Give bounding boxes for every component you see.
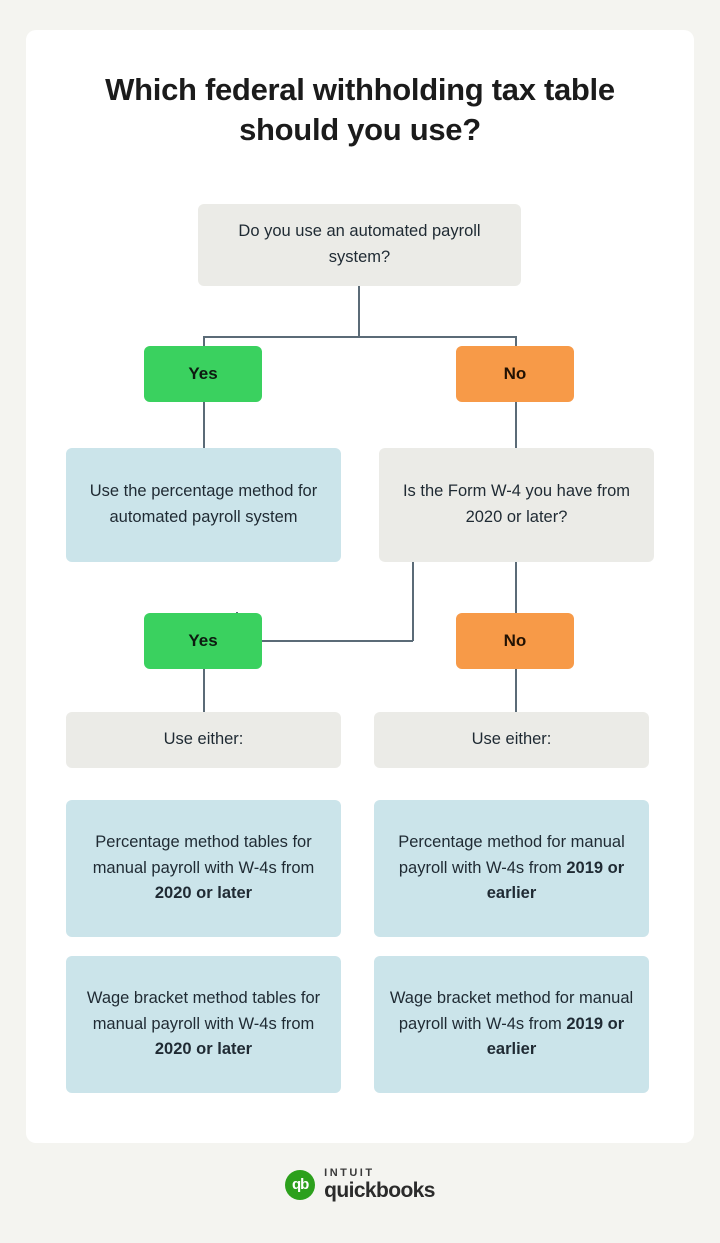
connector-w4-left-down [412, 562, 414, 641]
node-yes-result-label: Use the percentage method for automated payroll system [89, 482, 318, 526]
connector-yes2-down [203, 669, 205, 714]
node-left-option-2-text: Wage bracket method tables for manual payroll with W-4s from [86, 989, 321, 1033]
intuit-wordmark: INTUIT [324, 1167, 375, 1179]
node-right-option-1-emphasis: 2019 or earlier [486, 858, 625, 903]
node-left-use-either-label: Use either: [163, 730, 244, 749]
node-right-option-1-text: Percentage method for manual payroll with W-4s from [398, 833, 625, 877]
branch-no-2-label: No [503, 630, 527, 650]
node-left-option-1-text: Percentage method tables for manual payroll with W-4s from [92, 833, 315, 877]
branch-yes-1-label: Yes [188, 363, 218, 383]
branch-no-1-label: No [503, 363, 527, 383]
infographic-card [26, 30, 694, 1143]
branch-yes-1 [144, 346, 262, 402]
quickbooks-wordmark: quickbooks [324, 1178, 435, 1202]
connector-no1-down [515, 402, 517, 450]
node-left-option-2-emphasis: 2020 or later [154, 1040, 253, 1059]
quickbooks-logo-icon: qb [285, 1170, 315, 1200]
node-yes-result [66, 448, 341, 562]
node-left-option-1 [66, 800, 341, 937]
brand-footer [0, 1168, 720, 1202]
node-root-question-label: Do you use an automated payroll system? [238, 222, 481, 266]
node-right-option-2-emphasis: 2019 or earlier [486, 1014, 625, 1059]
connector-no2-down [515, 669, 517, 714]
node-left-option-2 [66, 956, 341, 1093]
node-right-option-2 [374, 956, 649, 1093]
node-right-option-1 [374, 800, 649, 937]
branch-yes-2 [144, 613, 262, 669]
branch-no-1 [456, 346, 574, 402]
node-right-use-either-label: Use either: [471, 730, 552, 749]
branch-yes-2-label: Yes [188, 630, 218, 650]
node-left-use-either [66, 712, 341, 768]
connector-root-down [358, 286, 360, 337]
node-w4-question-label: Is the Form W-4 you have from 2020 or later? [402, 482, 631, 526]
connector-w4-left-across [236, 640, 413, 642]
node-root-question [198, 204, 521, 286]
node-right-option-2-text: Wage bracket method for manual payroll with W-4s from [389, 989, 634, 1033]
connector-yes1-down [203, 402, 205, 450]
connector-root-split [203, 336, 515, 338]
node-left-option-1-emphasis: 2020 or later [154, 884, 253, 903]
branch-no-2 [456, 613, 574, 669]
node-right-use-either [374, 712, 649, 768]
node-w4-question [379, 448, 654, 562]
page-title: Which federal withholding tax table should you use? [105, 72, 615, 147]
